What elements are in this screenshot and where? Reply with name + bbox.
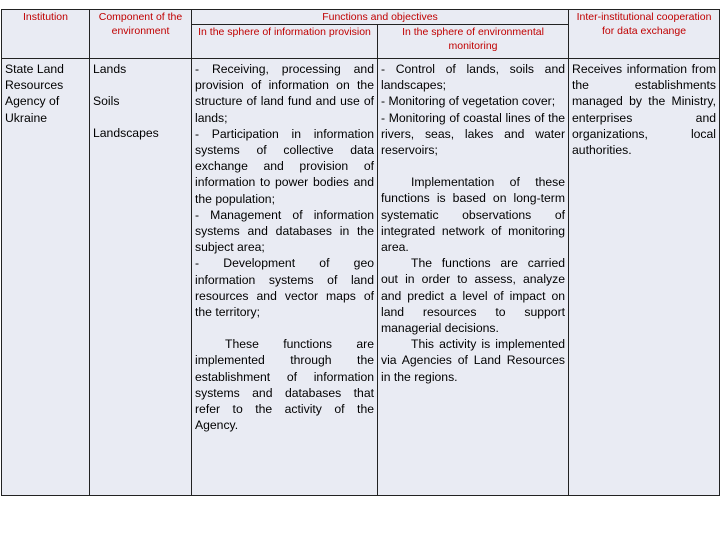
component-item: Soils xyxy=(93,94,120,109)
header-institution: Institution xyxy=(2,10,90,59)
header-information-provision: In the sphere of information provision xyxy=(192,25,378,59)
cell-information-provision xyxy=(192,59,378,496)
paragraph: Receives information from the establishments managed by the Ministry, enterprises and organizations, local authorities. xyxy=(572,62,717,158)
header-environmental-monitoring: In the sphere of environmental monitoring xyxy=(378,25,569,59)
list-item: - Management of information systems and databases in the subject area; xyxy=(195,207,374,255)
list-item: - Monitoring of coastal lines of the rivers, seas, lakes and water reservoirs; xyxy=(381,110,566,158)
header-functions-group: Functions and objectives xyxy=(192,10,569,25)
list-item: - Monitoring of vegetation cover; xyxy=(381,94,556,109)
list-item: - Participation in information systems of collective data exchange and provision of information to power bodies and the population; xyxy=(195,126,374,206)
cell-environmental-monitoring xyxy=(378,59,569,496)
component-item: Landscapes xyxy=(93,126,159,141)
header-cooperation: Inter-institutional cooperation for data exchange xyxy=(569,10,720,59)
paragraph: The functions are carried out in order to assess, analyze and predict a level of impact on land resources to support managerial decisions. xyxy=(381,256,566,336)
institution-name: State Land Resources Agency of Ukraine xyxy=(5,62,64,125)
header-component: Component of the environment xyxy=(90,10,192,59)
header-row-group xyxy=(2,10,720,25)
cell-cooperation xyxy=(569,59,720,496)
list-item: - Development of geo information systems of land resources and vector maps of the territory; xyxy=(195,256,374,320)
cell-institution xyxy=(2,59,90,496)
paragraph: These functions are implemented through the establishment of information systems and databases that refer to the activity of the Agency. xyxy=(195,337,374,433)
table-row xyxy=(2,59,720,496)
paragraph: This activity is implemented via Agencies of Land Resources in the regions. xyxy=(381,337,566,384)
cell-components xyxy=(90,59,192,496)
paragraph: Implementation of these functions is based on long-term systematic observations of integrated network of monitoring area. xyxy=(381,175,566,255)
functions-table xyxy=(1,9,720,496)
component-item: Lands xyxy=(93,62,127,76)
list-item: - Receiving, processing and provision of information on the structure of land fund and use of lands; xyxy=(195,62,374,125)
list-item: - Control of lands, soils and landscapes; xyxy=(381,62,566,93)
